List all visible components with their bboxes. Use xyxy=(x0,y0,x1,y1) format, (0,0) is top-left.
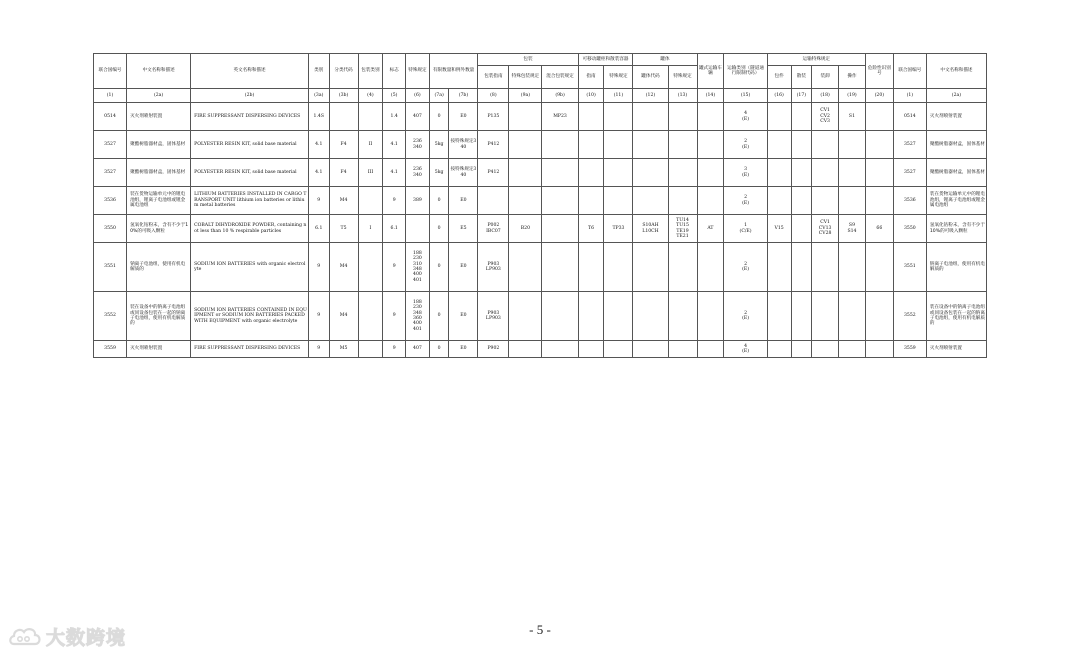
column-number: (19) xyxy=(839,89,866,103)
dangerous-goods-table-sheet xyxy=(93,53,987,358)
cell-transport-category: 2 (E) xyxy=(724,292,767,341)
cell-name-cn: 聚酯树脂器材盒，固体基材 xyxy=(127,131,191,159)
column-number: (3b) xyxy=(329,89,358,103)
cell-un-no: 3559 xyxy=(94,341,127,358)
cell-label: 9 xyxy=(383,292,406,341)
cell-hazard-id xyxy=(865,159,893,187)
cell-name-en: POLYESTER RESIN KIT, solid base material xyxy=(191,159,309,187)
column-number: (20) xyxy=(865,89,893,103)
cell-vehicle-tank xyxy=(697,292,724,341)
cell-tank-code xyxy=(633,292,668,341)
cell-transport-category: 2 (E) xyxy=(724,131,767,159)
cell-special-packing xyxy=(509,131,542,159)
cell-ts-loading xyxy=(812,187,839,215)
cell-packing-instruction: P002 IBC07 xyxy=(478,215,509,243)
cell-packing-instruction: P902 xyxy=(478,341,509,358)
cell-tank-code xyxy=(633,103,668,131)
cell-name-en: SODIUM ION BATTERIES CONTAINED IN EQUIPMENT or SODIUM ION BATTERIES PACKED WITH EQUIPMENT with organic electrolyte xyxy=(191,292,309,341)
cell-class-code: F4 xyxy=(329,159,358,187)
cell-packing-group: III xyxy=(358,159,383,187)
col-pt-special: 特殊规定 xyxy=(604,66,633,89)
column-number: (17) xyxy=(791,89,812,103)
cell-ts-loading xyxy=(812,243,839,292)
cell-un-no-right: 3527 xyxy=(893,159,926,187)
col-ts-loading: 装卸 xyxy=(812,66,839,89)
cell-special-provision: 236 340 xyxy=(406,131,430,159)
cell-vehicle-tank: AT xyxy=(697,215,724,243)
page-number: - 5 - xyxy=(529,622,551,637)
cell-un-no-right: 3552 xyxy=(893,292,926,341)
cell-mixed-packing xyxy=(542,187,578,215)
cell-special-provision: 407 xyxy=(406,103,430,131)
cell-vehicle-tank xyxy=(697,131,724,159)
cell-pt-instruction xyxy=(578,103,604,131)
cell-transport-category: 2 (E) xyxy=(724,243,767,292)
column-number: (10) xyxy=(578,89,604,103)
table-row xyxy=(94,103,987,131)
cell-excepted-qty: E0 xyxy=(449,187,478,215)
cell-class: 4.1 xyxy=(308,159,329,187)
col-special-provisions: 特殊规定 xyxy=(406,54,430,89)
cell-tank-code: S10AH L10CH xyxy=(633,215,668,243)
cell-vehicle-tank xyxy=(697,341,724,358)
column-number: (3a) xyxy=(308,89,329,103)
cell-pt-instruction: T6 xyxy=(578,215,604,243)
cell-label: 4.1 xyxy=(383,131,406,159)
cell-ts-bulk xyxy=(791,341,812,358)
cell-name-en: COBALT DIHYDROXIDE POWDER, containing not less than 10 % respirable particles xyxy=(191,215,309,243)
cell-un-no-right: 3527 xyxy=(893,131,926,159)
table-row xyxy=(94,243,987,292)
cell-un-no-right: 0514 xyxy=(893,103,926,131)
cell-excepted-qty: E5 xyxy=(449,215,478,243)
col-class-code: 分类代码 xyxy=(329,54,358,89)
col-ts-operation: 操作 xyxy=(839,66,866,89)
cell-name-cn-right: 钠离子电池组，使用有机电解质的 xyxy=(926,243,986,292)
cell-limited-qty: 0 xyxy=(429,341,449,358)
cell-limited-qty: 0 xyxy=(429,243,449,292)
cloud-logo-icon xyxy=(8,624,42,650)
cell-label: 9 xyxy=(383,341,406,358)
cell-special-packing xyxy=(509,292,542,341)
cell-ts-packages xyxy=(767,131,791,159)
cell-ts-packages: V15 xyxy=(767,215,791,243)
cell-label: 4.1 xyxy=(383,159,406,187)
col-hazard-id: 危险性识别号 xyxy=(865,54,893,89)
column-number: (18) xyxy=(812,89,839,103)
cell-tank-special: TU14 TU15 TE19 TE21 xyxy=(668,215,697,243)
cell-packing-group: II xyxy=(358,131,383,159)
col-group-packaging: 包装 xyxy=(478,54,578,66)
cell-class: 1.4S xyxy=(308,103,329,131)
col-name-cn: 中文名称和描述 xyxy=(127,54,191,89)
cell-name-cn: 钠离子电池组，使用有机电解质的 xyxy=(127,243,191,292)
cell-tank-special xyxy=(668,341,697,358)
col-pt-instructions: 指南 xyxy=(578,66,604,89)
cell-pt-special xyxy=(604,243,633,292)
cell-class-code: M5 xyxy=(329,341,358,358)
cell-special-packing xyxy=(509,243,542,292)
column-number: (7a) xyxy=(429,89,449,103)
cell-excepted-qty: E0 xyxy=(449,341,478,358)
cell-ts-packages xyxy=(767,103,791,131)
cell-mixed-packing xyxy=(542,131,578,159)
cell-name-cn: 灭火剂喷射装置 xyxy=(127,103,191,131)
cell-special-packing xyxy=(509,341,542,358)
cell-ts-operation xyxy=(839,292,866,341)
cell-ts-operation: S1 xyxy=(839,103,866,131)
cell-pt-special xyxy=(604,292,633,341)
col-name-en: 英文名称和描述 xyxy=(191,54,309,89)
cell-mixed-packing: MP23 xyxy=(542,103,578,131)
column-number: (8) xyxy=(478,89,509,103)
col-ts-bulk: 散装 xyxy=(791,66,812,89)
cell-name-cn-right: 氢氧化钴粉末，含有不少于10%的可吸入颗粒 xyxy=(926,215,986,243)
table-row xyxy=(94,215,987,243)
cell-class: 9 xyxy=(308,292,329,341)
cell-name-en: POLYESTER RESIN KIT, solid base material xyxy=(191,131,309,159)
cell-packing-instruction: P903 LP903 xyxy=(478,292,509,341)
cell-ts-packages xyxy=(767,187,791,215)
cell-pt-instruction xyxy=(578,243,604,292)
cell-tank-code xyxy=(633,187,668,215)
col-limited-excepted: 有限数量和例外数量 xyxy=(429,54,478,89)
watermark xyxy=(8,623,126,650)
col-name-cn-right: 中文名称和描述 xyxy=(926,54,986,89)
cell-class-code: F4 xyxy=(329,131,358,159)
cell-packing-instruction: P903 LP903 xyxy=(478,243,509,292)
cell-ts-operation xyxy=(839,159,866,187)
cell-packing-group xyxy=(358,103,383,131)
column-number: (12) xyxy=(633,89,668,103)
cell-mixed-packing xyxy=(542,292,578,341)
cell-ts-operation xyxy=(839,131,866,159)
cell-class: 9 xyxy=(308,341,329,358)
cell-un-no-right: 3551 xyxy=(893,243,926,292)
cell-special-provision: 236 340 xyxy=(406,159,430,187)
table-row xyxy=(94,187,987,215)
column-number: (1) xyxy=(94,89,127,103)
cell-class-code: M4 xyxy=(329,292,358,341)
cell-excepted-qty: 按特殊规定340 xyxy=(449,131,478,159)
cell-pt-special xyxy=(604,103,633,131)
cell-ts-packages xyxy=(767,292,791,341)
cell-packing-group xyxy=(358,187,383,215)
cell-name-en: FIRE SUPPRESSANT DISPERSING DEVICES xyxy=(191,341,309,358)
cell-vehicle-tank xyxy=(697,243,724,292)
column-number: (16) xyxy=(767,89,791,103)
cell-class-code: M4 xyxy=(329,187,358,215)
column-number: (2a) xyxy=(926,89,986,103)
col-vehicle-tank: 罐式运输车辆 xyxy=(697,54,724,89)
table-row xyxy=(94,131,987,159)
cell-ts-operation xyxy=(839,243,866,292)
cell-un-no: 3536 xyxy=(94,187,127,215)
cell-limited-qty: 0 xyxy=(429,103,449,131)
cell-label: 6.1 xyxy=(383,215,406,243)
cell-ts-operation xyxy=(839,187,866,215)
cell-packing-instruction: P412 xyxy=(478,131,509,159)
cell-special-packing: B20 xyxy=(509,215,542,243)
cell-packing-group: I xyxy=(358,215,383,243)
cell-ts-bulk xyxy=(791,187,812,215)
cell-excepted-qty: E0 xyxy=(449,292,478,341)
cell-tank-code xyxy=(633,243,668,292)
column-number: (11) xyxy=(604,89,633,103)
column-number: (9a) xyxy=(509,89,542,103)
cell-class: 9 xyxy=(308,243,329,292)
cell-pt-special xyxy=(604,159,633,187)
cell-ts-bulk xyxy=(791,215,812,243)
watermark-text: 大数跨境 xyxy=(46,627,127,649)
cell-transport-category: 1 (C/E) xyxy=(724,215,767,243)
cell-ts-operation: S9 S14 xyxy=(839,215,866,243)
cell-excepted-qty: 按特殊规定340 xyxy=(449,159,478,187)
cell-ts-loading xyxy=(812,159,839,187)
cell-vehicle-tank xyxy=(697,159,724,187)
dangerous-goods-table xyxy=(93,53,987,358)
cell-vehicle-tank xyxy=(697,103,724,131)
col-packing-instructions: 包装指南 xyxy=(478,66,509,89)
cell-packing-instruction: P135 xyxy=(478,103,509,131)
col-labels: 标志 xyxy=(383,54,406,89)
cell-tank-special xyxy=(668,292,697,341)
cell-class-code: T5 xyxy=(329,215,358,243)
cell-name-en: LITHIUM BATTERIES INSTALLED IN CARGO TRANSPORT UNIT lithium ion batteries or lithium metal batteries xyxy=(191,187,309,215)
cell-pt-special: TP33 xyxy=(604,215,633,243)
cell-transport-category: 2 (E) xyxy=(724,187,767,215)
cell-ts-operation xyxy=(839,341,866,358)
cell-tank-special xyxy=(668,243,697,292)
cell-name-cn: 聚酯树脂器材盒，固体基材 xyxy=(127,159,191,187)
cell-transport-category: 4 (E) xyxy=(724,341,767,358)
cell-mixed-packing xyxy=(542,215,578,243)
cell-name-en: FIRE SUPPRESSANT DISPERSING DEVICES xyxy=(191,103,309,131)
cell-special-packing xyxy=(509,159,542,187)
cell-pt-instruction xyxy=(578,187,604,215)
cell-ts-loading xyxy=(812,292,839,341)
cell-ts-packages xyxy=(767,243,791,292)
cell-pt-instruction xyxy=(578,341,604,358)
col-mixed-packing: 混合包装规定 xyxy=(542,66,578,89)
col-special-packing: 特殊包装规定 xyxy=(509,66,542,89)
cell-special-provision: 407 xyxy=(406,341,430,358)
cell-ts-packages xyxy=(767,341,791,358)
cell-class: 9 xyxy=(308,187,329,215)
cell-hazard-id: 66 xyxy=(865,215,893,243)
cell-mixed-packing xyxy=(542,243,578,292)
cell-tank-special xyxy=(668,103,697,131)
cell-excepted-qty: E0 xyxy=(449,243,478,292)
col-tank-code: 罐体代码 xyxy=(633,66,668,89)
cell-class: 6.1 xyxy=(308,215,329,243)
cell-un-no-right: 3550 xyxy=(893,215,926,243)
cell-name-cn: 氢氧化钴粉末，含有不少于10%的可吸入颗粒 xyxy=(127,215,191,243)
column-number: (13) xyxy=(668,89,697,103)
cell-ts-loading: CV1 CV2 CV3 xyxy=(812,103,839,131)
cell-pt-instruction xyxy=(578,292,604,341)
cell-un-no: 3551 xyxy=(94,243,127,292)
cell-pt-special xyxy=(604,187,633,215)
cell-special-packing xyxy=(509,187,542,215)
cell-vehicle-tank xyxy=(697,187,724,215)
col-class: 类别 xyxy=(308,54,329,89)
cell-limited-qty: 0 xyxy=(429,292,449,341)
cell-hazard-id xyxy=(865,243,893,292)
cell-limited-qty: 0 xyxy=(429,187,449,215)
cell-hazard-id xyxy=(865,292,893,341)
cell-un-no: 3552 xyxy=(94,292,127,341)
cell-pt-instruction xyxy=(578,159,604,187)
cell-ts-loading xyxy=(812,131,839,159)
header-row-1 xyxy=(94,54,987,66)
cell-un-no: 3527 xyxy=(94,159,127,187)
cell-name-cn-right: 灭火剂喷射装置 xyxy=(926,341,986,358)
cell-special-packing xyxy=(509,103,542,131)
cell-special-provision: 188 230 310 348 400 401 xyxy=(406,243,430,292)
cell-un-no: 0514 xyxy=(94,103,127,131)
cell-limited-qty: 5kg xyxy=(429,159,449,187)
cell-special-provision: 188 230 348 360 400 401 xyxy=(406,292,430,341)
cell-mixed-packing xyxy=(542,341,578,358)
cell-tank-code xyxy=(633,159,668,187)
cell-hazard-id xyxy=(865,103,893,131)
cell-ts-loading: CV1 CV13 CV28 xyxy=(812,215,839,243)
col-packing-group: 包装类别 xyxy=(358,54,383,89)
cell-name-en: SODIUM ION BATTERIES with organic electrolyte xyxy=(191,243,309,292)
cell-tank-code xyxy=(633,341,668,358)
cell-excepted-qty: E0 xyxy=(449,103,478,131)
cell-packing-instruction: P412 xyxy=(478,159,509,187)
column-number: (2a) xyxy=(127,89,191,103)
cell-ts-bulk xyxy=(791,243,812,292)
table-row xyxy=(94,292,987,341)
cell-special-provision: 389 xyxy=(406,187,430,215)
column-number: (15) xyxy=(724,89,767,103)
cell-pt-special xyxy=(604,131,633,159)
cell-name-cn-right: 聚酯树脂器材盒，固体基材 xyxy=(926,159,986,187)
cell-name-cn-right: 聚酯树脂器材盒，固体基材 xyxy=(926,131,986,159)
cell-class: 4.1 xyxy=(308,131,329,159)
cell-class-code: M4 xyxy=(329,243,358,292)
col-group-tank: 罐体 xyxy=(633,54,697,66)
cell-un-no-right: 3559 xyxy=(893,341,926,358)
col-group-transport-special: 运输特殊规定 xyxy=(767,54,865,66)
cell-ts-packages xyxy=(767,159,791,187)
col-ts-packages: 包件 xyxy=(767,66,791,89)
cell-label: 9 xyxy=(383,187,406,215)
col-transport-category: 运输类别（隧道通行限制代码） xyxy=(724,54,767,89)
cell-name-cn: 装在货物运输单元中的锂电池组，锂离子电池组或锂金属电池组 xyxy=(127,187,191,215)
cell-hazard-id xyxy=(865,131,893,159)
cell-name-cn: 灭火剂喷射装置 xyxy=(127,341,191,358)
column-number: (7b) xyxy=(449,89,478,103)
column-number: (2b) xyxy=(191,89,309,103)
column-number: (1) xyxy=(893,89,926,103)
cell-ts-bulk xyxy=(791,159,812,187)
cell-transport-category: 4 (E) xyxy=(724,103,767,131)
column-number-row xyxy=(94,89,987,103)
cell-packing-group xyxy=(358,243,383,292)
cell-tank-special xyxy=(668,131,697,159)
col-un-no: 联合国编号 xyxy=(94,54,127,89)
cell-packing-group xyxy=(358,341,383,358)
cell-pt-special xyxy=(604,341,633,358)
cell-hazard-id xyxy=(865,187,893,215)
cell-pt-instruction xyxy=(578,131,604,159)
column-number: (4) xyxy=(358,89,383,103)
cell-tank-special xyxy=(668,187,697,215)
table-row xyxy=(94,159,987,187)
cell-tank-code xyxy=(633,131,668,159)
cell-name-cn-right: 灭火剂喷射装置 xyxy=(926,103,986,131)
column-number: (9b) xyxy=(542,89,578,103)
cell-ts-bulk xyxy=(791,103,812,131)
cell-limited-qty: 5kg xyxy=(429,131,449,159)
cell-un-no-right: 3536 xyxy=(893,187,926,215)
cell-ts-bulk xyxy=(791,292,812,341)
col-group-portable-tanks: 可移动罐柜和散装容器 xyxy=(578,54,633,66)
cell-ts-bulk xyxy=(791,131,812,159)
cell-special-provision xyxy=(406,215,430,243)
cell-hazard-id xyxy=(865,341,893,358)
cell-packing-group xyxy=(358,292,383,341)
cell-un-no: 3527 xyxy=(94,131,127,159)
cell-transport-category: 3 (E) xyxy=(724,159,767,187)
column-number: (5) xyxy=(383,89,406,103)
cell-packing-instruction xyxy=(478,187,509,215)
cell-name-cn-right: 装在货物运输单元中的锂电池组，锂离子电池组或锂金属电池组 xyxy=(926,187,986,215)
cell-un-no: 3550 xyxy=(94,215,127,243)
cell-label: 9 xyxy=(383,243,406,292)
cell-tank-special xyxy=(668,159,697,187)
cell-name-cn: 装在设备中的钠离子电池组或同设备包装在一起的钠离子电池组，使用有机电解质的 xyxy=(127,292,191,341)
col-tank-special: 特殊规定 xyxy=(668,66,697,89)
column-number: (14) xyxy=(697,89,724,103)
table-row xyxy=(94,341,987,358)
column-number: (6) xyxy=(406,89,430,103)
col-un-no-right: 联合国编号 xyxy=(893,54,926,89)
cell-class-code xyxy=(329,103,358,131)
cell-limited-qty: 0 xyxy=(429,215,449,243)
cell-name-cn-right: 装在设备中的钠离子电池组或同设备包装在一起的钠离子电池组，使用有机电解质的 xyxy=(926,292,986,341)
cell-mixed-packing xyxy=(542,159,578,187)
cell-label: 1.4 xyxy=(383,103,406,131)
cell-ts-loading xyxy=(812,341,839,358)
